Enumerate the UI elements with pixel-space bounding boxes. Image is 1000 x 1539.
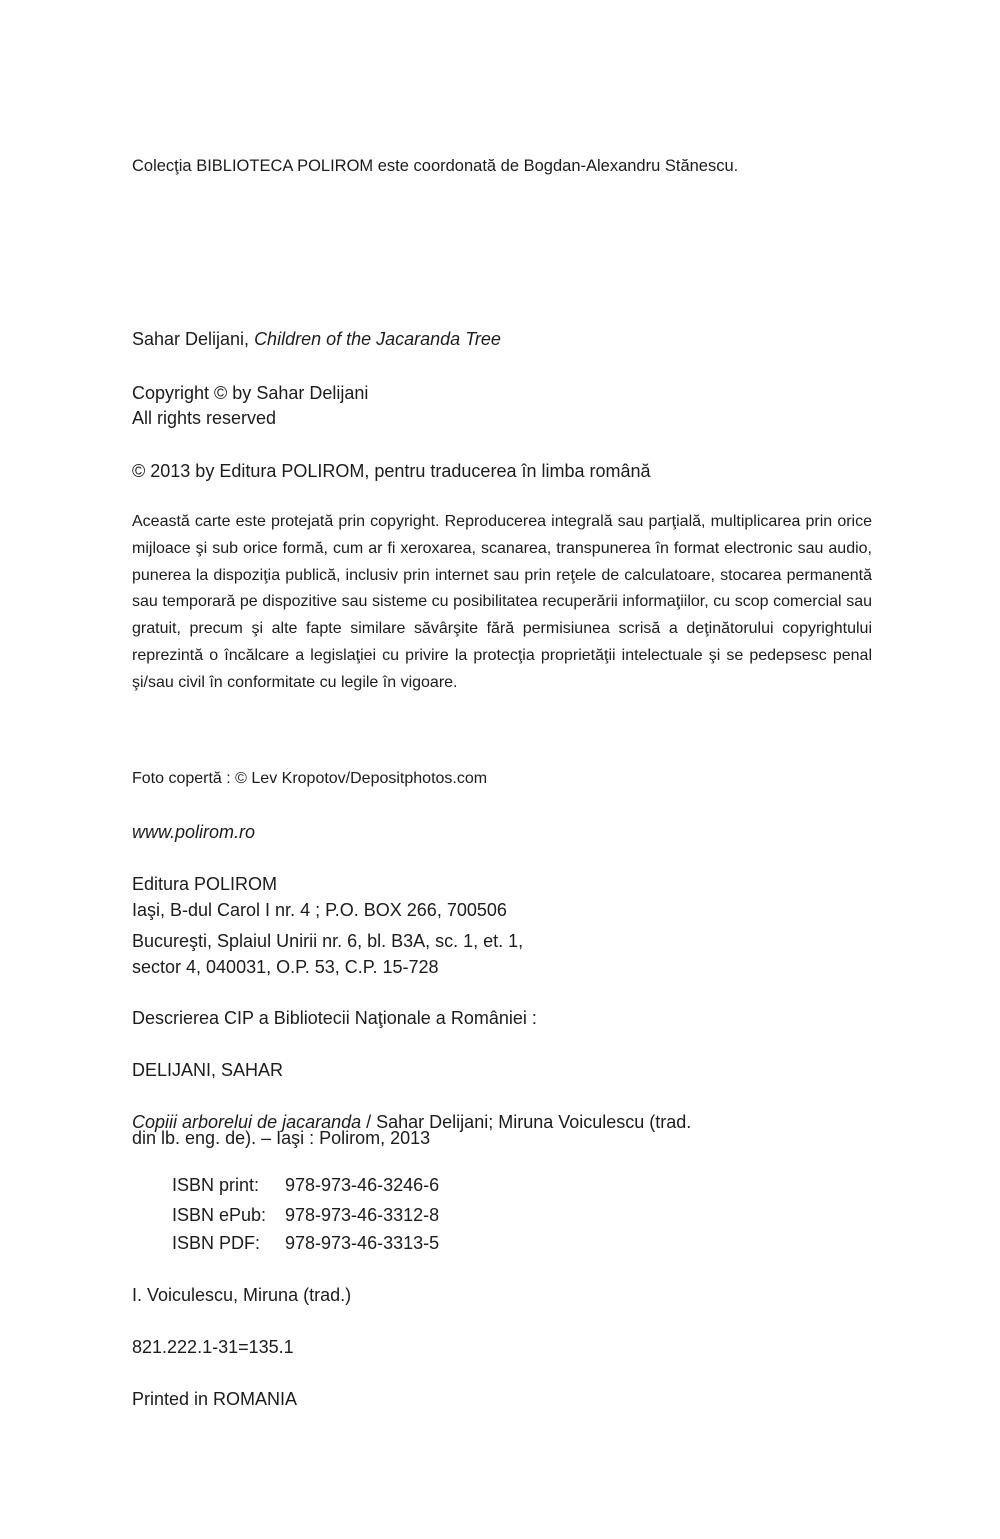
original-author: Sahar Delijani, (132, 329, 255, 349)
printed-in: Printed in ROMANIA (132, 1389, 298, 1409)
cip-author: DELIJANI, SAHAR (132, 1060, 284, 1080)
isbn-pdf (172, 1231, 439, 1255)
cover-photo-credit: Foto copertă : © Lev Kropotov/Depositphotos.com (132, 770, 488, 787)
cip-description-rest: / Sahar Delijani; Miruna Voiculescu (trad. (361, 1112, 692, 1132)
original-work-line (132, 327, 501, 351)
isbn-label: ISBN ePub: (172, 1205, 267, 1225)
isbn-epub (172, 1203, 439, 1227)
isbn-label: ISBN print: (172, 1175, 260, 1195)
cip-translator: I. Voiculescu, Miruna (trad.) (132, 1285, 352, 1305)
original-title: Children of the Jacaranda Tree (254, 329, 501, 349)
isbn-value: 978-973-46-3246-6 (285, 1175, 440, 1195)
isbn-value: 978-973-46-3312-8 (285, 1205, 440, 1225)
isbn-value: 978-973-46-3313-5 (285, 1233, 440, 1253)
isbn-print (172, 1173, 439, 1197)
publisher-website: www.polirom.ro (132, 822, 256, 842)
copyright-line: Copyright © by Sahar Delijani (132, 383, 369, 403)
collection-note: Colecţia BIBLIOTECA POLIROM este coordonată de Bogdan-Alexandru Stănescu. (132, 157, 739, 175)
publisher-address-sector: sector 4, 040031, O.P. 53, C.P. 15-728 (132, 957, 439, 977)
translation-copyright: © 2013 by Editura POLIROM, pentru traducerea în limba română (132, 461, 651, 481)
rights-line: All rights reserved (132, 408, 277, 428)
publisher-address-bucuresti: Bucureşti, Splaiul Unirii nr. 6, bl. B3A, sc. 1, et. 1, (132, 931, 524, 951)
isbn-label: ISBN PDF: (172, 1233, 261, 1253)
publisher-address-iasi: Iaşi, B-dul Carol I nr. 4 ; P.O. BOX 266, 700506 (132, 900, 507, 920)
cip-header: Descrierea CIP a Bibliotecii Naţionale a României : (132, 1008, 537, 1028)
cip-udc: 821.222.1-31=135.1 (132, 1337, 294, 1357)
cip-description-line2: din lb. eng. de). – Iaşi : Polirom, 2013 (132, 1128, 431, 1148)
legal-notice: Această carte este protejată prin copyright. Reproducerea integrală sau parţială, multiplicarea prin orice mijloace şi sub orice formă, cum ar fi xeroxarea, scanarea, transpunerea în format electronic sau audio, punerea la dispoziţia publică, inclusiv prin internet sau prin reţele de calculatoare, stocarea permanentă sau temporară pe dispozitive sau sisteme cu posibilitatea recuperării informaţiilor, cu scop comercial sau gratuit, precum şi alte fapte similare săvârşite fără permisiunea scrisă a deţinătorului copyrightului reprezintă o încălcare a legislaţiei cu privire la protecţia proprietăţii intelectuale şi se pedepsesc penal şi/sau civil în conformitate cu legile în vigoare. (132, 513, 872, 691)
cip-title: Copiii arborelui de jacaranda (132, 1112, 362, 1132)
publisher-name: Editura POLIROM (132, 874, 278, 894)
